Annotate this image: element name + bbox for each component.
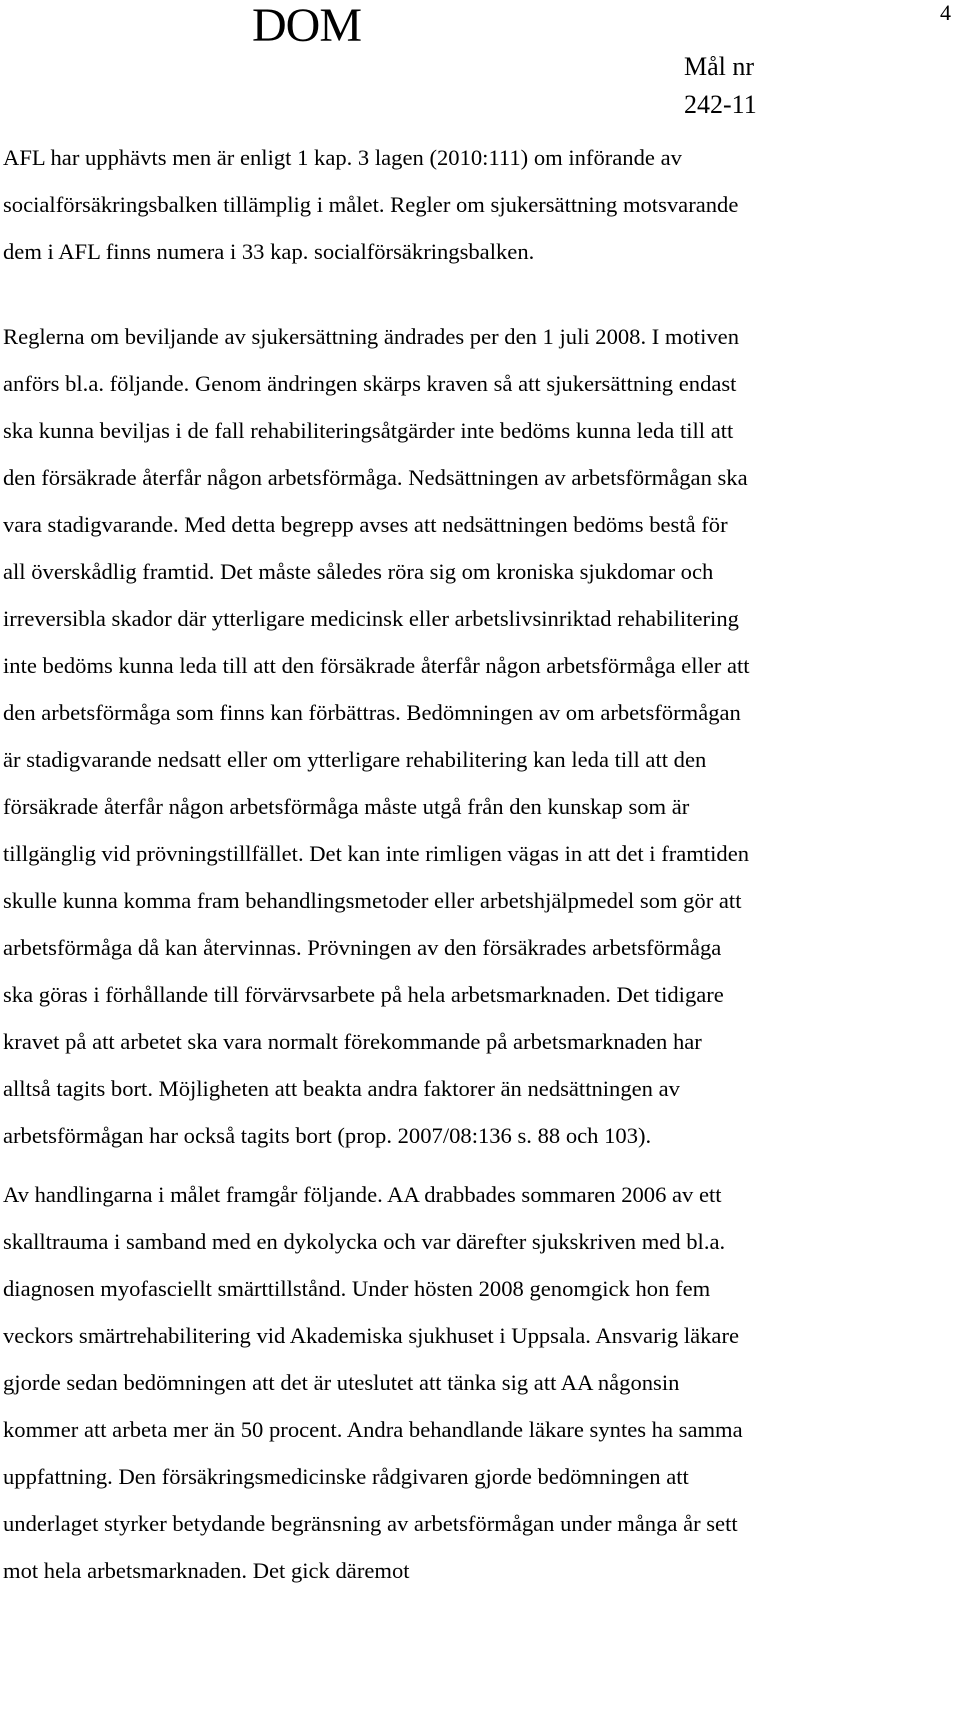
text-line: Av handlingarna i målet framgår följande. AA drabbades sommaren 2006 av ett	[3, 1182, 722, 1207]
text-line: skulle kunna komma fram behandlingsmetoder eller arbetshjälpmedel som gör att	[3, 888, 742, 913]
paragraph-3	[3, 1171, 943, 1594]
text-line: underlaget styrker betydande begränsning av arbetsförmågan under många år sett	[3, 1511, 738, 1536]
paragraph-1	[3, 134, 943, 275]
text-line: inte bedöms kunna leda till att den försäkrade återfår någon arbetsförmåga eller att	[3, 653, 750, 678]
text-line: är stadigvarande nedsatt eller om ytterligare rehabilitering kan leda till att den	[3, 747, 707, 772]
text-line: dem i AFL finns numera i 33 kap. socialförsäkringsbalken.	[3, 239, 535, 264]
text-line: vara stadigvarande. Med detta begrepp avses att nedsättningen bedöms bestå för	[3, 512, 728, 537]
paragraph-2	[3, 313, 943, 1159]
text-line: alltså tagits bort. Möjligheten att beakta andra faktorer än nedsättningen av	[3, 1076, 680, 1101]
text-line: kravet på att arbetet ska vara normalt förekommande på arbetsmarknaden har	[3, 1029, 702, 1054]
text-line: tillgänglig vid prövningstillfället. Det kan inte rimligen vägas in att det i framtiden	[3, 841, 750, 866]
text-line: skalltrauma i samband med en dykolycka och var därefter sjukskriven med bl.a.	[3, 1229, 726, 1254]
text-line: den försäkrade återfår någon arbetsförmåga. Nedsättningen av arbetsförmågan ska	[3, 465, 748, 490]
case-number: 242-11	[684, 90, 757, 119]
text-line: mot hela arbetsmarknaden. Det gick däremot	[3, 1558, 410, 1583]
case-number-label: Mål nr	[684, 52, 755, 81]
text-line: all överskådlig framtid. Det måste således röra sig om kroniska sjukdomar och	[3, 559, 714, 584]
text-line: anförs bl.a. följande. Genom ändringen skärps kraven så att sjukersättning endast	[3, 371, 737, 396]
text-line: arbetsförmåga då kan återvinnas. Prövningen av den försäkrades arbetsförmåga	[3, 935, 722, 960]
text-line: veckors smärtrehabilitering vid Akademiska sjukhuset i Uppsala. Ansvarig läkare	[3, 1323, 739, 1348]
text-line: uppfattning. Den försäkringsmedicinske rådgivaren gjorde bedömningen att	[3, 1464, 689, 1489]
text-line: gjorde sedan bedömningen att det är uteslutet att tänka sig att AA någonsin	[3, 1370, 680, 1395]
text-line: försäkrade återfår någon arbetsförmåga måste utgå från den kunskap som är	[3, 794, 690, 819]
page-number: 4	[940, 0, 951, 25]
text-line: AFL har upphävts men är enligt 1 kap. 3 lagen (2010:111) om införande av	[3, 145, 682, 170]
text-line: kommer att arbeta mer än 50 procent. Andra behandlande läkare syntes ha samma	[3, 1417, 743, 1442]
text-line: socialförsäkringsbalken tillämplig i målet. Regler om sjukersättning motsvarande	[3, 192, 739, 217]
text-line: diagnosen myofasciellt smärttillstånd. Under hösten 2008 genomgick hon fem	[3, 1276, 711, 1301]
text-line: ska göras i förhållande till förvärvsarbete på hela arbetsmarknaden. Det tidigare	[3, 982, 724, 1007]
document-title: DOM	[252, 0, 362, 52]
text-line: arbetsförmågan har också tagits bort (prop. 2007/08:136 s. 88 och 103).	[3, 1123, 652, 1148]
text-line: den arbetsförmåga som finns kan förbättras. Bedömningen av om arbetsförmågan	[3, 700, 741, 725]
text-line: Reglerna om beviljande av sjukersättning ändrades per den 1 juli 2008. I motiven	[3, 324, 739, 349]
text-line: ska kunna beviljas i de fall rehabiliteringsåtgärder inte bedöms kunna leda till att	[3, 418, 734, 443]
text-line: irreversibla skador där ytterligare medicinsk eller arbetslivsinriktad rehabilitering	[3, 606, 739, 631]
